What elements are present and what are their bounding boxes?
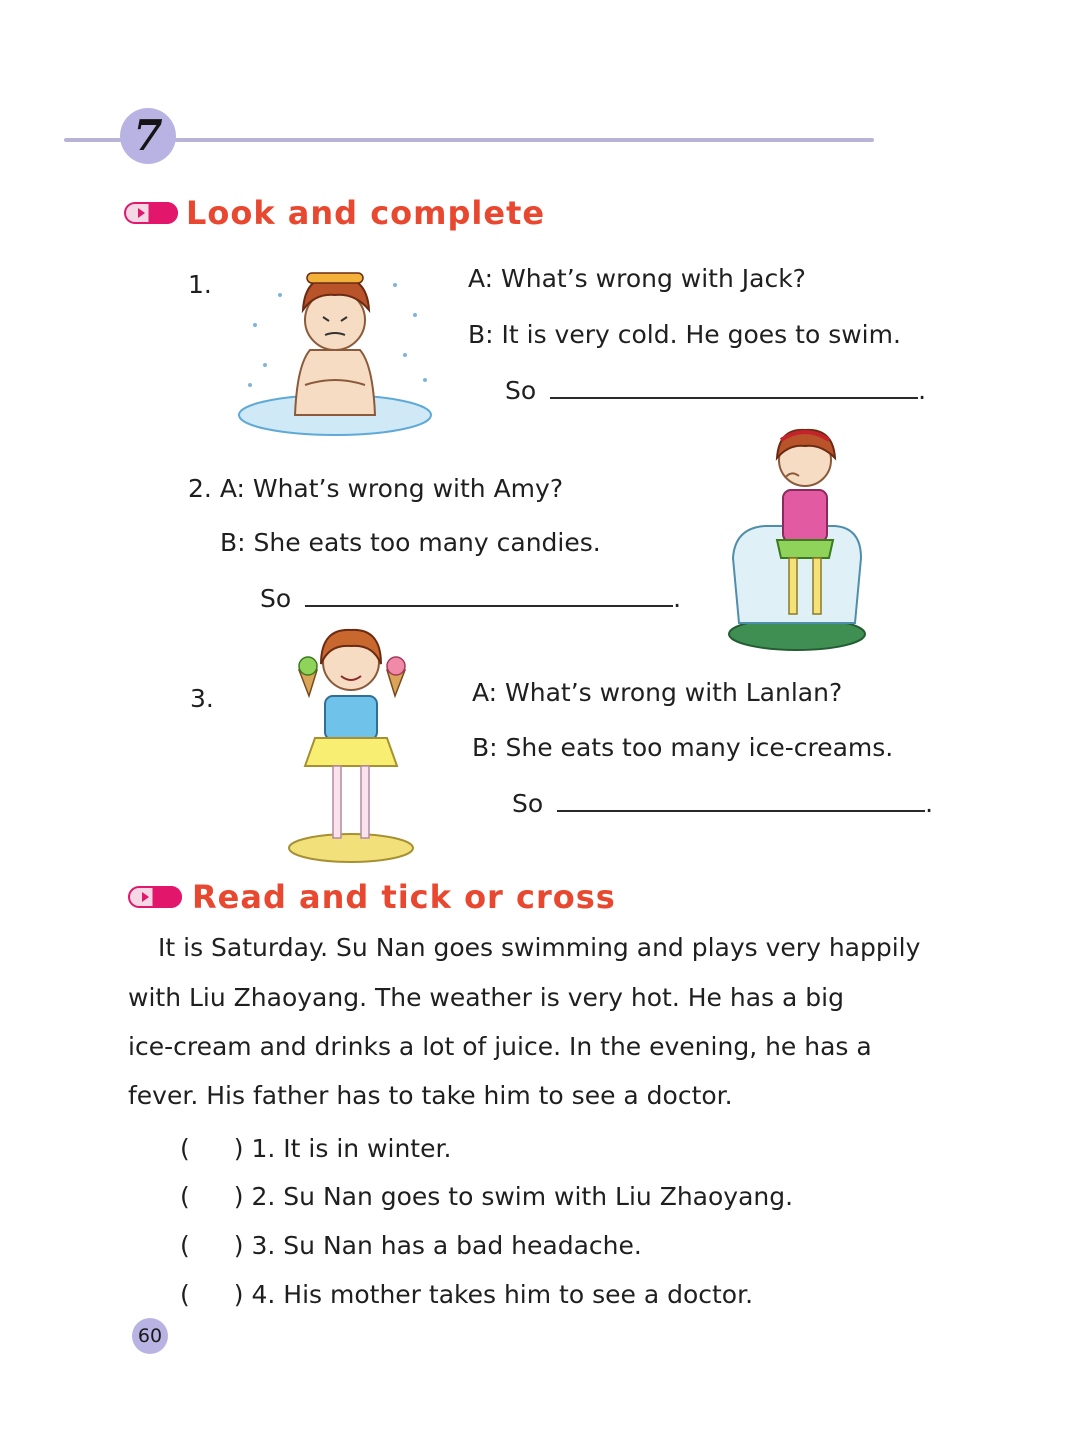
amy-toothache-illustration [725,418,870,654]
item-1-number: 1. [188,270,212,299]
item-2-number: 2. [188,474,212,503]
passage-line-2: with Liu Zhaoyang. The weather is very hot. He has a big [128,983,844,1012]
answer-bracket-2[interactable]: ( ) [180,1182,244,1211]
section-play-icon [124,202,178,224]
item-3-answer: B: She eats too many ice-creams. [472,733,894,762]
item-2-period: . [673,584,682,613]
statement-row-3 [180,1233,642,1258]
item-1-question: A: What’s wrong with Jack? [468,264,806,293]
item-1-so-line [505,378,926,403]
statement-row-4 [180,1282,753,1307]
item-1-so-label: So [505,376,537,405]
section-title-look-and-complete: Look and complete [186,194,546,232]
lanlan-icecream-illustration [285,620,420,865]
statement-text-1: 1. It is in winter. [251,1134,452,1163]
passage-line-4: fever. His father has to take him to see a doctor. [128,1081,733,1110]
jack-shivering-illustration [235,255,440,440]
statement-row-1 [180,1136,451,1161]
item-2-so-label: So [260,584,292,613]
item-2-answer: B: She eats too many candies. [220,528,601,557]
statement-text-3: 3. Su Nan has a bad headache. [251,1231,642,1260]
answer-bracket-4[interactable]: ( ) [180,1280,244,1309]
item-2-question [188,476,563,501]
unit-number-badge [120,108,176,164]
item-3-number: 3. [190,684,214,713]
item-3-period: . [925,789,934,818]
item-2-so-line [260,586,681,611]
passage-line-1: It is Saturday. Su Nan goes swimming and plays very happily [158,933,921,962]
passage-line-3: ice-cream and drinks a lot of juice. In the evening, he has a [128,1032,872,1061]
unit-number: 7 [133,111,163,160]
item-3-so-line [512,791,933,816]
item-1-answer-blank[interactable] [550,397,918,399]
item-3-so-label: So [512,789,544,818]
statement-text-4: 4. His mother takes him to see a doctor. [251,1280,754,1309]
item-2-question-text: A: What’s wrong with Amy? [219,474,564,503]
answer-bracket-3[interactable]: ( ) [180,1231,244,1260]
page-number: 60 [137,1325,163,1347]
item-1-period: . [918,376,927,405]
unit-divider-line [64,138,874,142]
answer-bracket-1[interactable]: ( ) [180,1134,244,1163]
item-2-answer-blank[interactable] [305,605,673,607]
page-number-badge [132,1318,168,1354]
item-3-answer-blank[interactable] [557,810,925,812]
item-3-question: A: What’s wrong with Lanlan? [472,678,843,707]
item-1-answer: B: It is very cold. He goes to swim. [468,320,901,349]
statement-row-2 [180,1184,793,1209]
statement-text-2: 2. Su Nan goes to swim with Liu Zhaoyang. [251,1182,794,1211]
section-play-icon [128,886,182,908]
section-title-read-and-tick: Read and tick or cross [192,878,616,916]
